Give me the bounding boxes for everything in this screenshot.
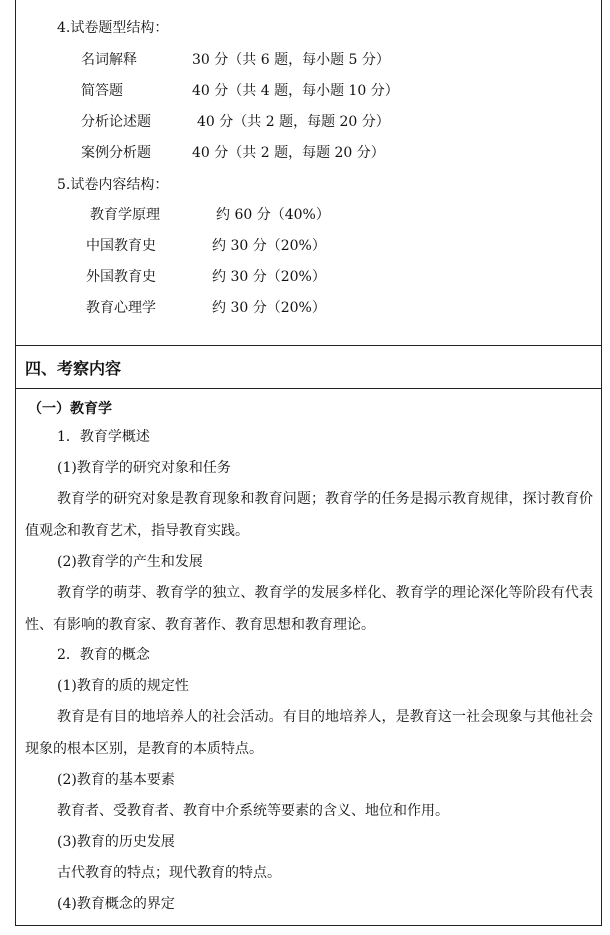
outline-item: 2．教育的概念 — [57, 647, 150, 663]
content-row-label: 外国教育史 — [86, 269, 156, 285]
paragraph: 教育者、受教育者、教育中介系统等要素的含义、地位和作用。 — [57, 803, 449, 819]
outline-item: (1)教育学的研究对象和任务 — [57, 460, 231, 476]
outline-item: 1．教育学概述 — [57, 429, 150, 445]
structure-row-value: 40 分（共 2 题，每题 20 分） — [192, 145, 385, 161]
content-row-value: 约 30 分（20%） — [212, 238, 326, 254]
outline-item: (1)教育的质的规定性 — [57, 678, 189, 694]
structure-row-label: 案例分析题 — [81, 145, 151, 161]
structure-row-label: 名词解释 — [81, 52, 137, 68]
structure-row-value: 40 分（共 4 题，每小题 10 分） — [192, 83, 399, 99]
content-row-label: 中国教育史 — [86, 238, 156, 254]
paragraph: 教育学的研究对象是教育现象和教育问题；教育学的任务是揭示教育规律，探讨教育价值观念和教育艺术，指导教育实践。 — [25, 491, 593, 539]
paragraph: 古代教育的特点；现代教育的特点。 — [57, 865, 281, 881]
structure-title: 4.试卷题型结构： — [57, 20, 169, 36]
content-row-value: 约 30 分（20%） — [212, 300, 326, 316]
outline-item: (4)教育概念的界定 — [57, 896, 175, 912]
table-divider — [15, 388, 602, 389]
table-divider — [15, 345, 602, 346]
content-title: 5.试卷内容结构： — [57, 177, 169, 193]
content-row-label: 教育学原理 — [90, 207, 160, 223]
structure-row-label: 简答题 — [81, 83, 123, 99]
outline-item: (2)教育学的产生和发展 — [57, 554, 203, 570]
outline-item: (2)教育的基本要素 — [57, 772, 175, 788]
content-row-value: 约 30 分（20%） — [212, 269, 326, 285]
section-heading: 四、考察内容 — [25, 359, 122, 378]
structure-row-value: 30 分（共 6 题，每小题 5 分） — [192, 52, 390, 68]
content-row-value: 约 60 分（40%） — [216, 207, 330, 223]
subsection-heading: （一）教育学 — [28, 401, 112, 417]
paragraph: 教育是有目的地培养人的社会活动。有目的地培养人，是教育这一社会现象与其他社会现象的根本区别，是教育的本质特点。 — [25, 709, 593, 757]
content-row-label: 教育心理学 — [86, 300, 156, 316]
paragraph: 教育学的萌芽、教育学的独立、教育学的发展多样化、教育学的理论深化等阶段有代表性、有影响的教育家、教育著作、教育思想和教育理论。 — [25, 585, 593, 633]
structure-row-label: 分析论述题 — [81, 114, 151, 130]
outline-item: (3)教育的历史发展 — [57, 834, 175, 850]
structure-row-value: 40 分（共 2 题，每题 20 分） — [197, 114, 390, 130]
